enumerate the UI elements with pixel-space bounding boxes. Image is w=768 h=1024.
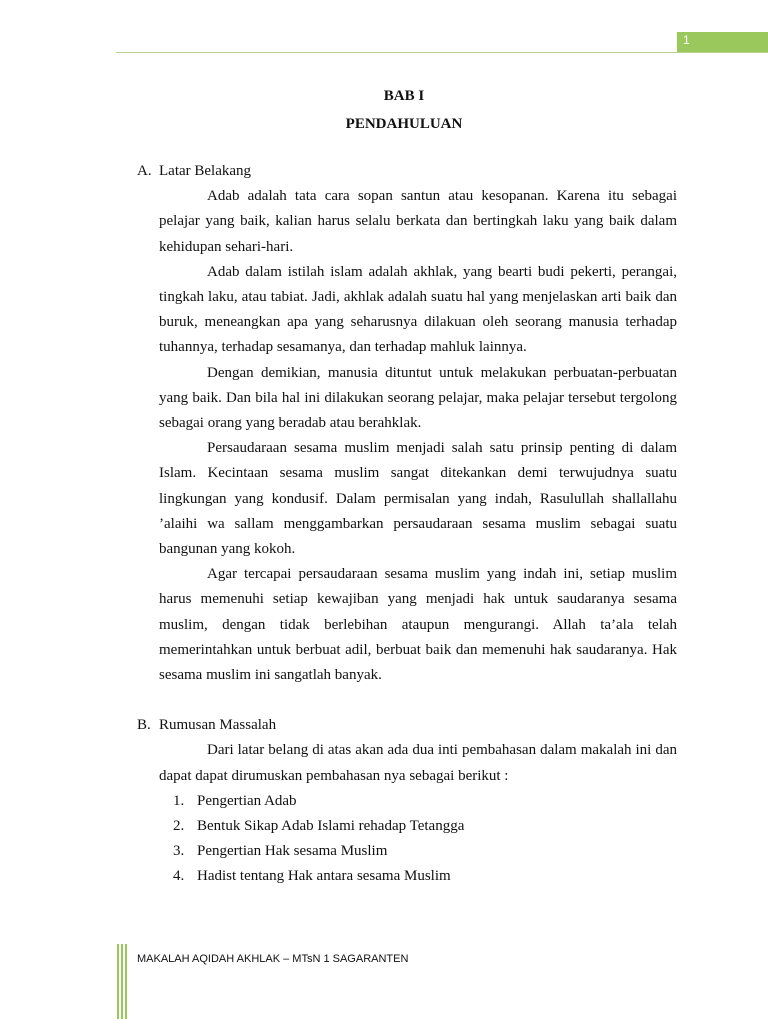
- paragraph: Adab adalah tata cara sopan santun atau kesopanan. Karena itu sebagai pelajar yang baik, kalian harus selalu berkata dan bertingkah laku yang baik dalam kehidupan sehari-hari.: [159, 188, 677, 255]
- footer-text: MAKALAH AQIDAH AKHLAK – MTsN 1 SAGARANTEN: [137, 953, 409, 965]
- section-title: Latar Belakang: [159, 163, 252, 179]
- list-text: Bentuk Sikap Adab Islami rehadap Tetangga: [197, 817, 465, 834]
- problem-list: [137, 789, 677, 889]
- list-number: 4.: [173, 867, 185, 884]
- section-heading-latar-belakang: [137, 159, 677, 184]
- chapter-title: PENDAHULUAN: [345, 116, 463, 132]
- list-item: [173, 839, 677, 864]
- list-number: 3.: [173, 842, 185, 859]
- section-title: Rumusan Massalah: [159, 717, 277, 734]
- paragraph: Dari latar belang di atas akan ada dua inti pembahasan dalam makalah ini dan dapat dapat dirumuskan pembahasan nya sebagai berikut :: [159, 742, 677, 784]
- footer-rule: [121, 944, 123, 1019]
- list-number: 1.: [173, 792, 185, 809]
- list-item: [173, 814, 677, 839]
- footer-rule: [117, 944, 119, 1019]
- paragraph: Dengan demikian, manusia dituntut untuk melakukan perbuatan-perbuatan yang baik. Dan bila hal ini dilakukan seorang pelajar, maka pelajar tersebut tergolong sebagai orang yang beradab atau berahklak.: [159, 364, 677, 432]
- paragraph: Agar tercapai persaudaraan sesama muslim yang indah ini, setiap muslim harus memenuhi setiap kewajiban yang menjadi hak untuk saudaranya sesama muslim, dengan tidak berlebihan ataupun mengurangi. Allah ta’ala telah memerintahkan untuk berbuat adil, berbuat baik dan memenuhi hak saudaranya. Hak sesama muslim ini sangatlah banyak.: [159, 566, 677, 684]
- section-heading-rumusan-masalah: [137, 713, 677, 738]
- section-letter: A.: [137, 163, 152, 179]
- list-text: Pengertian Hak sesama Muslim: [197, 842, 388, 859]
- section-spacer: [137, 688, 677, 713]
- footer-rule: [125, 944, 127, 1019]
- list-item: [173, 789, 677, 814]
- paragraph: Adab dalam istilah islam adalah akhlak, yang bearti budi pekerti, perangai, tingkah laku, atau tabiat. Jadi, akhlak adalah suatu hal yang menjelaskan arti baik dan buruk, meneangkan apa yang seharusnya dilakuan oleh seorang manusia terhadap tuhannya, terhadap sesamanya, dan terhadap mahluk lainnya.: [159, 263, 677, 356]
- list-item: [173, 864, 677, 889]
- document-body: [137, 159, 677, 889]
- page-number: 1: [683, 33, 690, 47]
- list-number: 2.: [173, 817, 185, 834]
- section-letter: B.: [137, 717, 151, 734]
- list-text: Hadist tentang Hak antara sesama Muslim: [197, 867, 451, 884]
- page-number-bar: [677, 32, 768, 52]
- list-text: Pengertian Adab: [197, 792, 297, 809]
- paragraph: Persaudaraan sesama muslim menjadi salah satu prinsip penting di dalam Islam. Kecintaan sesama muslim sangat ditekankan demi terwujudnya suatu lingkungan yang kondusif. Dalam permisalan yang indah, Rasulullah shallallahu ’alaihi wa sallam menggambarkan persaudaraan sesama muslim sebagai suatu bangunan yang kokoh.: [159, 440, 677, 558]
- header-rule: [116, 52, 768, 53]
- footer-decoration: [117, 944, 129, 1019]
- chapter-label: BAB I: [383, 88, 425, 104]
- chapter-heading: [0, 86, 768, 142]
